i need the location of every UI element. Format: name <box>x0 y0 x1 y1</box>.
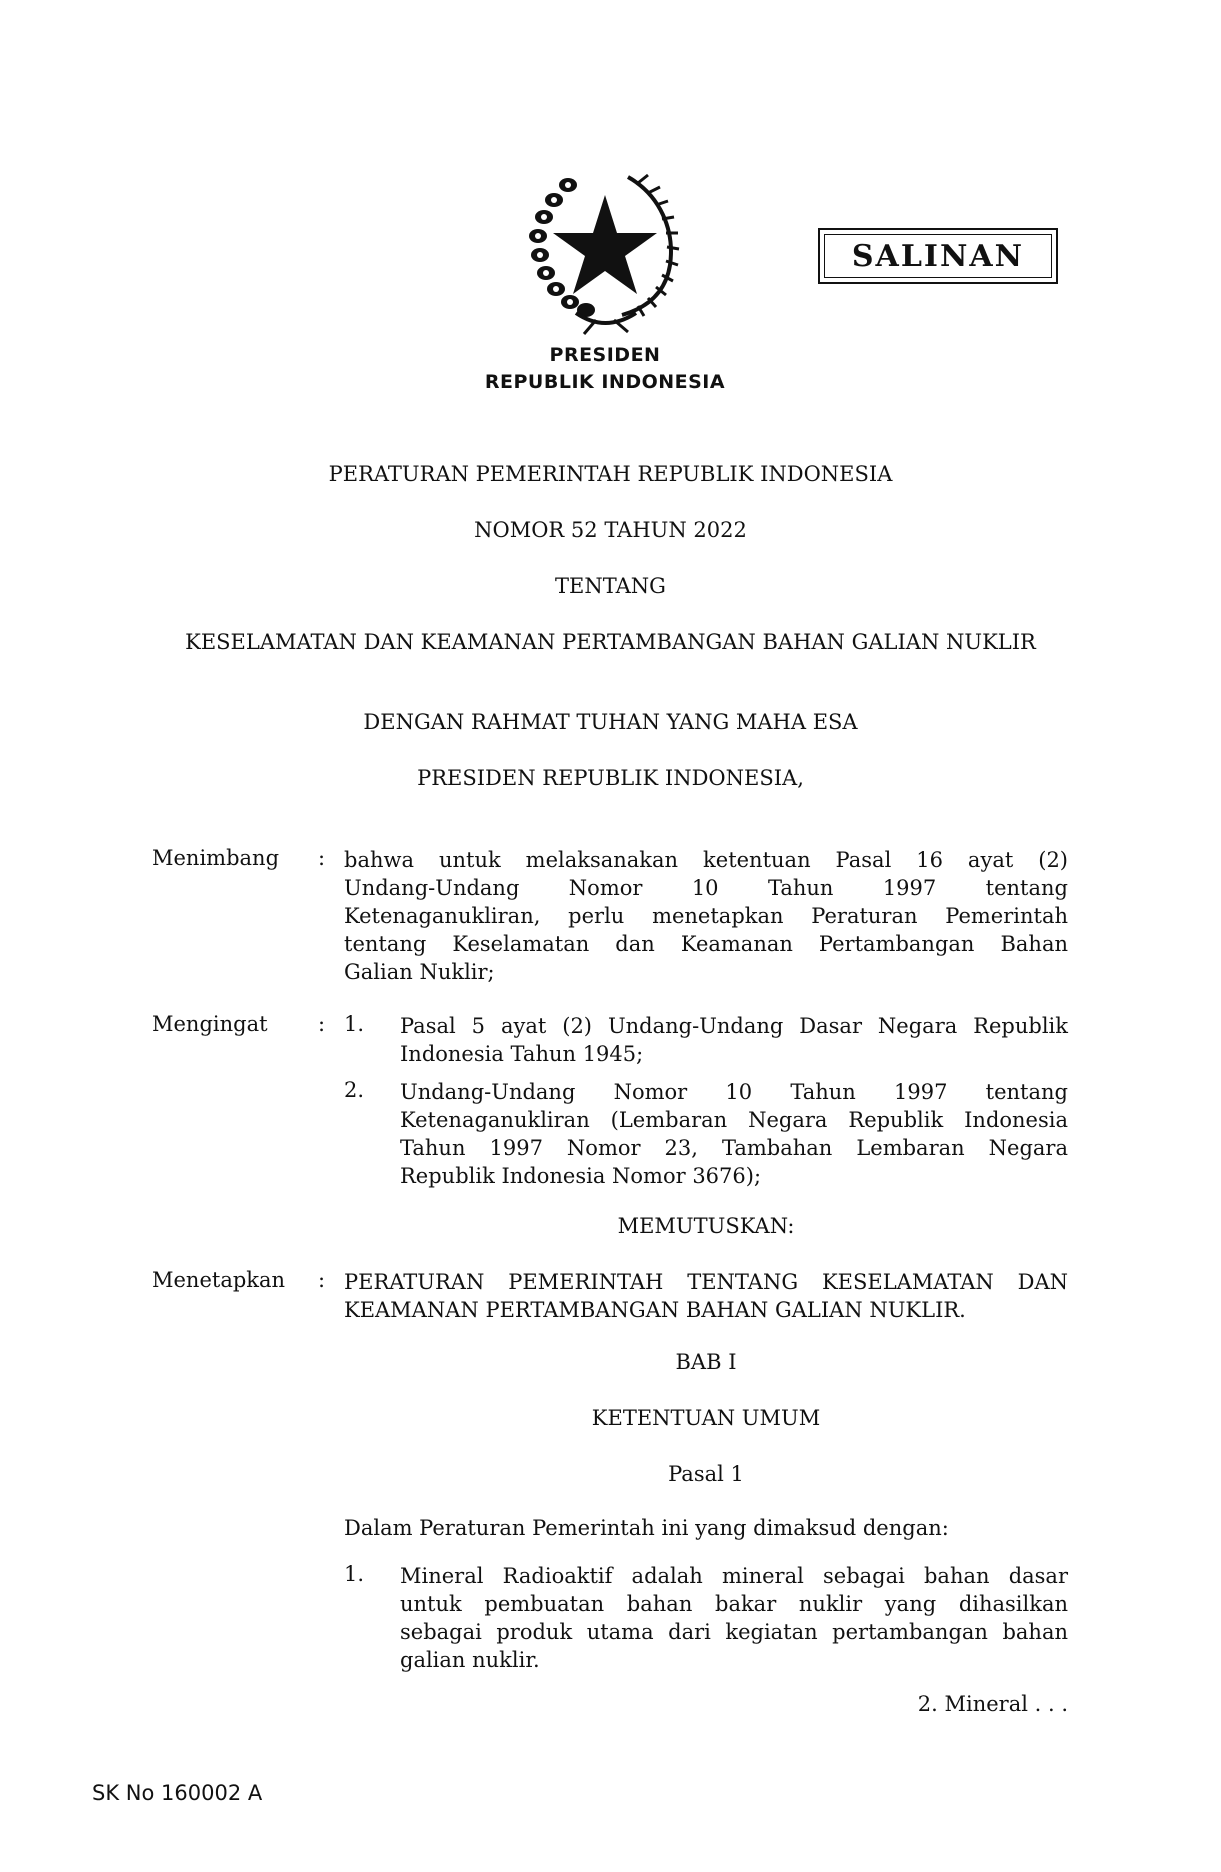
emblem-caption-republik: REPUBLIK INDONESIA <box>484 371 726 393</box>
mengingat-line: Ketenaganukliran (Lembaran Negara Republik Indonesia <box>400 1108 1068 1132</box>
menetapkan-line: KEAMANAN PERTAMBANGAN BAHAN GALIAN NUKLIR. <box>344 1298 966 1322</box>
regulation-about: TENTANG <box>555 574 666 598</box>
mengingat-colon: : <box>318 1012 326 1036</box>
menimbang-label: Menimbang <box>152 846 280 870</box>
mengingat-line: Pasal 5 ayat (2) Undang-Undang Dasar Negara Republik <box>400 1014 1068 1038</box>
definition-line: untuk pembuatan bahan bakar nuklir yang dihasilkan <box>400 1592 1068 1616</box>
mengingat-item-number: 1. <box>344 1012 365 1036</box>
menetapkan-label: Menetapkan <box>152 1268 286 1292</box>
definition-number: 1. <box>344 1562 365 1586</box>
page-continuation: 2. Mineral . . . <box>917 1692 1068 1716</box>
mengingat-line: Tahun 1997 Nomor 23, Tambahan Lembaran Negara <box>400 1136 1068 1160</box>
emblem-caption-presiden: PRESIDEN <box>549 344 661 366</box>
regulation-subject: KESELAMATAN DAN KEAMANAN PERTAMBANGAN BAHAN GALIAN NUKLIR <box>185 630 1036 654</box>
definition-line: galian nuklir. <box>400 1648 540 1672</box>
salinan-stamp <box>818 228 1058 284</box>
menimbang-line: Undang-Undang Nomor 10 Tahun 1997 tentang <box>344 876 1068 900</box>
regulation-number: NOMOR 52 TAHUN 2022 <box>474 518 747 542</box>
menimbang-line: tentang Keselamatan dan Keamanan Pertambangan Bahan <box>344 932 1068 956</box>
definition-item-1 <box>400 1562 1068 1674</box>
mengingat-line: Republik Indonesia Nomor 3676); <box>400 1164 762 1188</box>
mengingat-line: Indonesia Tahun 1945; <box>400 1042 644 1066</box>
grace-line: DENGAN RAHMAT TUHAN YANG MAHA ESA <box>363 710 858 734</box>
menimbang-line: Ketenaganukliran, perlu menetapkan Peraturan Pemerintah <box>344 904 1068 928</box>
menimbang-text <box>344 846 1068 986</box>
mengingat-item-1 <box>400 1012 1068 1068</box>
chapter-title: KETENTUAN UMUM <box>591 1406 821 1430</box>
president-line: PRESIDEN REPUBLIK INDONESIA, <box>417 766 804 790</box>
article-heading: Pasal 1 <box>668 1462 744 1486</box>
article-intro: Dalam Peraturan Pemerintah ini yang dimaksud dengan: <box>344 1516 949 1540</box>
menimbang-colon: : <box>318 846 326 870</box>
mengingat-line: Undang-Undang Nomor 10 Tahun 1997 tentang <box>400 1080 1068 1104</box>
definition-line: Mineral Radioaktif adalah mineral sebagai bahan dasar <box>400 1564 1068 1588</box>
mengingat-label: Mengingat <box>152 1012 268 1036</box>
menetapkan-text <box>344 1268 1068 1324</box>
mengingat-item-2 <box>400 1078 1068 1190</box>
salinan-label: SALINAN <box>851 238 1025 274</box>
presidential-emblem <box>510 155 700 340</box>
menimbang-line: bahwa untuk melaksanakan ketentuan Pasal 16 ayat (2) <box>344 848 1068 872</box>
chapter-number: BAB I <box>675 1350 737 1374</box>
memutuskan-heading: MEMUTUSKAN: <box>617 1214 795 1238</box>
regulation-title: PERATURAN PEMERINTAH REPUBLIK INDONESIA <box>328 462 893 486</box>
footer-sk-number: SK No 160002 A <box>92 1781 263 1805</box>
menimbang-line: Galian Nuklir; <box>344 960 495 984</box>
definition-line: sebagai produk utama dari kegiatan pertambangan bahan <box>400 1620 1068 1644</box>
star-emblem-icon <box>510 155 700 340</box>
mengingat-item-number: 2. <box>344 1078 365 1102</box>
menetapkan-colon: : <box>318 1268 326 1292</box>
menetapkan-line: PERATURAN PEMERINTAH TENTANG KESELAMATAN DAN <box>344 1270 1068 1294</box>
